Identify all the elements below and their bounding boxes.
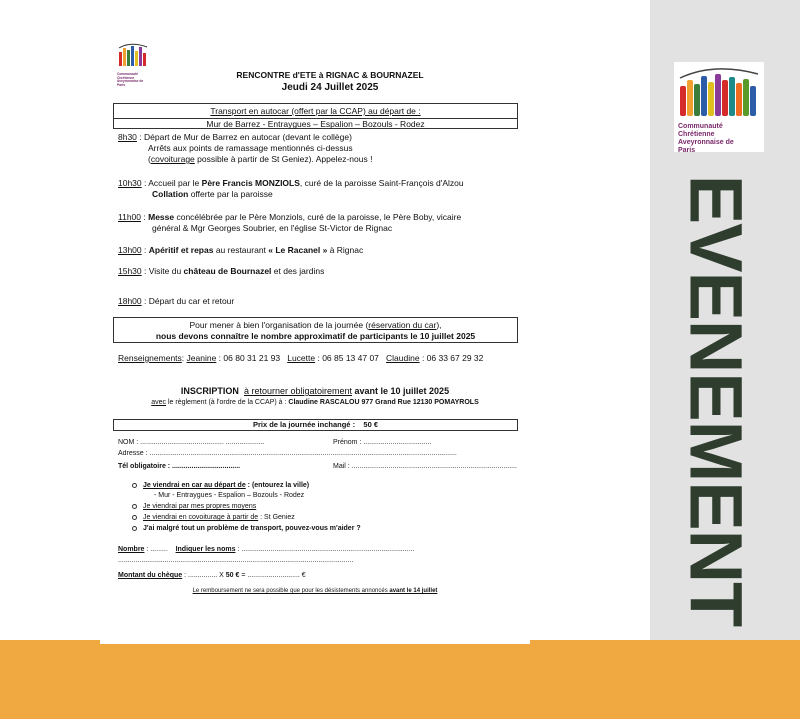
side-title-container (666, 174, 766, 627)
form-nombre[interactable] (118, 546, 414, 553)
small-logo-text-2: Chrétienne (117, 75, 135, 80)
radio-circle-icon[interactable] (132, 515, 137, 520)
form-tel[interactable]: Tél obligatoire : ................................... (118, 463, 241, 470)
logo-text-2: Chrétienne (678, 131, 715, 139)
program-text-1c-u: covoiturage (150, 154, 195, 165)
contact-tel-3: : 06 33 67 29 32 (419, 353, 484, 363)
inscription-recipient: Claudine RASCALOU 977 Grand Rue 12130 POMAYROLS (288, 399, 479, 406)
option-car-note: : (entourez la ville) (245, 482, 310, 489)
inscription-deadline-u: à retourner obligatoirement (243, 386, 353, 396)
small-logo-text-1: Communauté (117, 72, 139, 76)
form-mail[interactable]: Mail : ..................................................................................... (333, 463, 517, 470)
noms-dots: : ......................................................................................... (235, 546, 415, 553)
option-help-label: J'ai malgré tout un problème de transport, pouvez-vous m'aider ? (143, 525, 361, 532)
montant-label: Montant du chèque (118, 572, 183, 579)
price-value: 50 € (363, 420, 379, 429)
form-nom[interactable]: NOM : ........................................... .................... (118, 439, 265, 446)
form-noms-line2[interactable]: ......................................................................................................................... (118, 557, 354, 564)
inscription-reglement: le règlement (à l'ordre de la CCAP) à : (166, 399, 289, 406)
program-time-6: 18h00 (118, 296, 142, 306)
program-item-5 (118, 266, 518, 277)
ccap-logo (674, 62, 764, 155)
program-item-1 (118, 132, 518, 165)
program-text-4b: Apéritif et repas (148, 245, 214, 255)
montant-c: = ........................... € (239, 572, 306, 579)
program-item-3 (118, 212, 518, 234)
form-montant[interactable] (118, 572, 306, 579)
program-text-1b: Arrêts aux points de ramassage mentionnés ci-dessus (148, 143, 353, 154)
inscription-title (100, 386, 530, 396)
program-text-3c: concélébrée par le Père Monziols, curé de la paroisse, le Père Boby, vicaire (174, 212, 462, 222)
program-item-6 (118, 296, 518, 307)
montant-a: : ............... X (182, 572, 226, 579)
program-time-4: 13h00 (118, 245, 142, 255)
inscription-address (100, 399, 530, 406)
program-text-2d: Collation (152, 189, 189, 200)
logo-text-1: Communauté (678, 123, 723, 130)
radio-circle-icon[interactable] (132, 526, 137, 531)
program-text-1a: : Départ de Mur de Barrez en autocar (devant le collège) (136, 132, 352, 142)
price-label: Prix de la journée inchangé : (252, 420, 356, 429)
option-covoit-label: Je viendrai en covoiturage à partir de (143, 514, 259, 521)
form-adresse[interactable]: Adresse : .............................................................................................................................................................. (118, 450, 457, 457)
option-car-label: Je viendrai en car au départ de (143, 482, 246, 489)
program-item-4 (118, 245, 518, 256)
program-text-3d: général & Mgr Georges Soubrier, en l'église St-Victor de Rignac (152, 223, 393, 234)
program-item-2 (118, 178, 518, 200)
transport-line-2: Mur de Barrez - Entraygues – Espalion – Bozouls - Rodez (114, 118, 517, 130)
program-text-4e: à Rignac (327, 245, 364, 255)
inscription-label: INSCRIPTION (180, 386, 239, 396)
refund-note (100, 588, 530, 594)
program-text-2e: offerte par la paroisse (188, 189, 273, 200)
option-covoit[interactable] (132, 514, 295, 521)
program-time-5: 15h30 (118, 266, 142, 276)
program-text-1c: possible à partir de St Geniez). Appelez-nous ! (194, 154, 373, 165)
program-text-3b: Messe (148, 212, 175, 222)
notice-text-1a: Pour mener à bien l'organisation de la journée ( (189, 320, 369, 330)
program-text-6a: : Départ du car et retour (141, 296, 235, 306)
event-date: Jeudi 24 Juillet 2025 (281, 82, 379, 93)
form-prenom[interactable]: Prénom : ................................... (333, 439, 432, 446)
logo-text-4: Paris (678, 147, 696, 155)
price-box (113, 419, 518, 431)
ccap-logo-graphic (674, 62, 764, 118)
radio-circle-icon[interactable] (132, 483, 137, 488)
contacts-line (118, 353, 518, 364)
small-logo-text-4: Paris (117, 82, 126, 87)
noms-label: Indiquer les noms (175, 546, 236, 553)
program-text-5b: château de Bournazel (183, 266, 272, 276)
option-car[interactable] (132, 482, 309, 489)
program-time-2: 10h30 (118, 178, 142, 188)
program-text-4a: : (141, 245, 149, 255)
program-text-2c: , curé de la paroisse Saint-François d'Alzou (299, 178, 464, 188)
refund-note-deadline: avant le 14 juillet (387, 588, 438, 594)
contact-name-1: Jeanine (186, 353, 217, 363)
event-title: RENCONTRE d'ETE à RIGNAC & BOURNAZEL (236, 70, 424, 80)
notice-text-1u: réservation du car (368, 320, 437, 330)
program-text-4d: « Le Racanel » (268, 245, 328, 255)
program-time-1: 8h30 (118, 132, 137, 142)
contact-name-2: Lucette (287, 353, 316, 363)
program-text-1c-open: ( (148, 154, 151, 165)
inscription-deadline: avant le 10 juillet 2025 (352, 386, 450, 396)
nombre-dots: : ......... (144, 546, 168, 553)
inscription-avec: avec (151, 399, 167, 406)
option-covoit-city: : St Geniez (258, 514, 295, 521)
program-text-5c: et des jardins (271, 266, 325, 276)
contact-tel-2: : 06 85 13 47 07 (315, 353, 379, 363)
notice-text-2: nous devons connaître le nombre approximatif de participants le 10 juillet 2025 (155, 331, 476, 342)
ccap-logo-small-graphic (117, 42, 155, 68)
program-text-4c: au restaurant (213, 245, 269, 255)
contacts-label: Renseignements (118, 353, 182, 363)
orange-footer-band (0, 640, 800, 719)
transport-line-1: Transport en autocar (offert par la CCAP) au départ de : (210, 106, 421, 116)
side-title: EVENEMENT (674, 174, 758, 627)
refund-note-text: Le remboursement ne sera possible que pour les désistements annoncés (192, 588, 388, 594)
nombre-label: Nombre (118, 546, 145, 553)
transport-box (113, 103, 518, 129)
option-help[interactable] (132, 525, 361, 532)
option-own-label: Je viendrai par mes propres moyens (143, 503, 257, 510)
program-text-2b: Père Francis MONZIOLS (201, 178, 300, 188)
contact-name-3: Claudine (386, 353, 420, 363)
program-text-3a: : (141, 212, 149, 222)
option-car-cities[interactable]: - Mur - Entraygues - Espalion – Bozouls - Rodez (154, 492, 305, 499)
ccap-logo-small (117, 42, 155, 87)
radio-circle-icon[interactable] (132, 504, 137, 509)
notice-box (113, 317, 518, 343)
option-own[interactable] (132, 503, 256, 510)
program-text-2a: : Accueil par le (141, 178, 202, 188)
contact-tel-1: : 06 80 31 21 93 (216, 353, 281, 363)
logo-text-3: Aveyronnaise de (678, 139, 734, 147)
program-time-3: 11h00 (118, 212, 142, 222)
contacts-sep: : (181, 353, 187, 363)
program-text-5a: : Visite du (141, 266, 184, 276)
small-logo-text-3: Aveyronnaise de (117, 79, 144, 84)
notice-text-1b: ), (436, 320, 442, 330)
montant-b: 50 € (225, 572, 240, 579)
